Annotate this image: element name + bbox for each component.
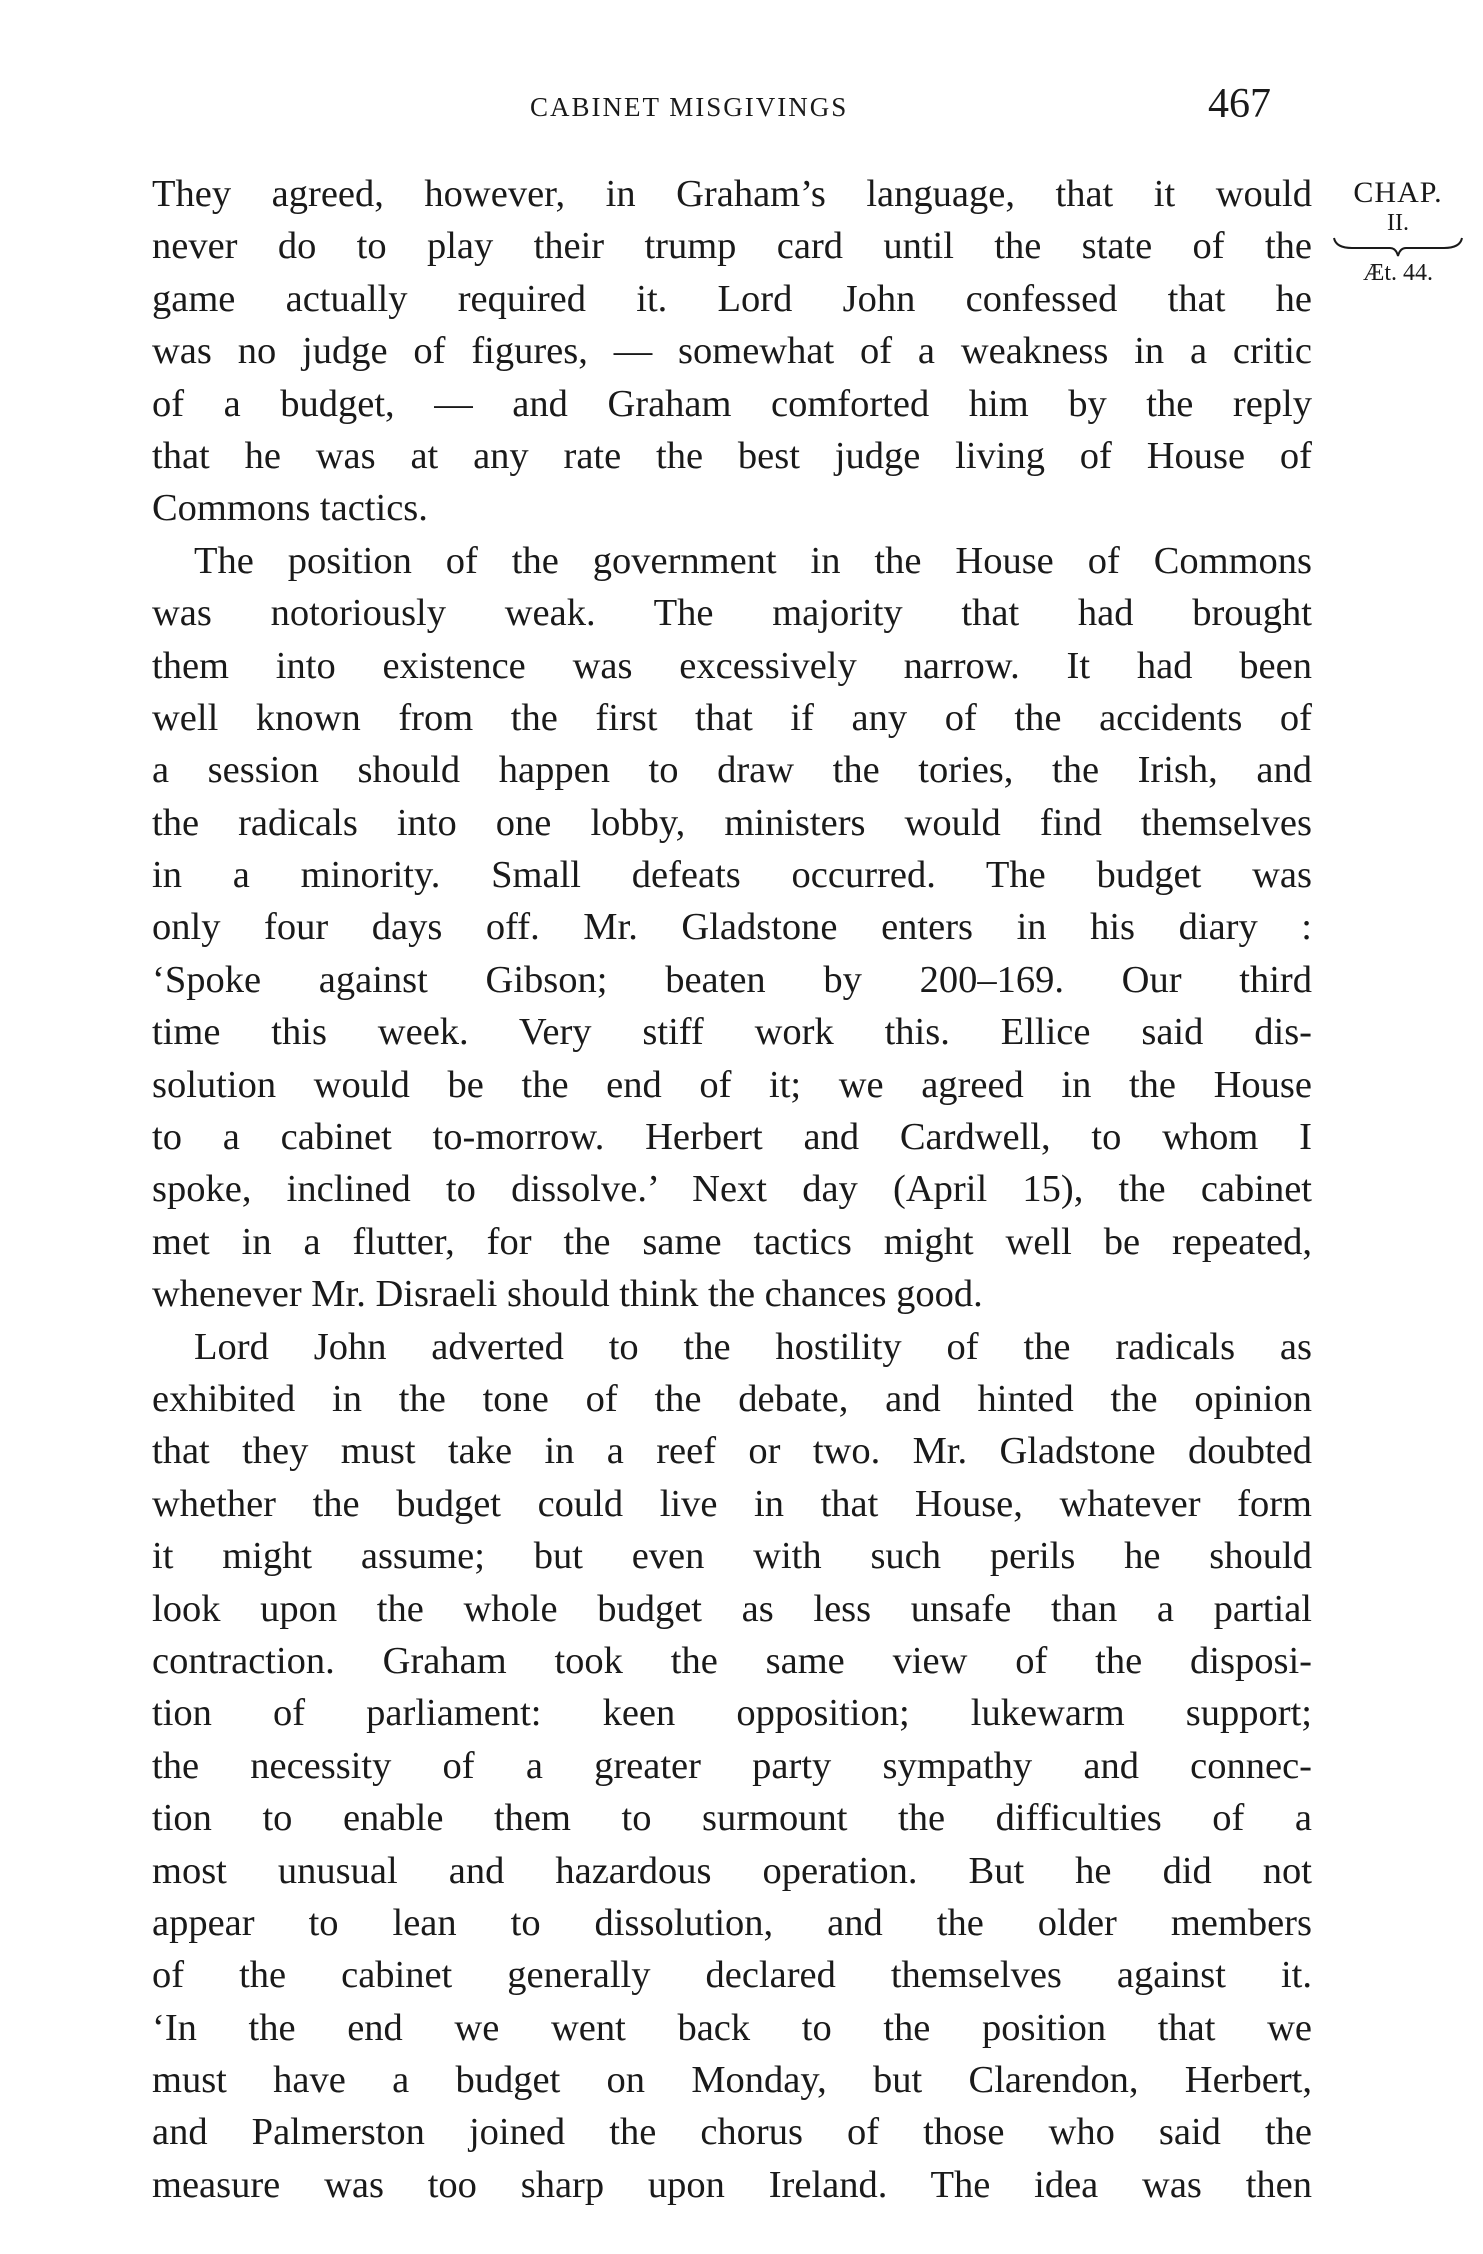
text-line: that they must take in a reef or two. Mr. Gladstone doubted <box>152 1430 1312 1473</box>
margin-age: Æt. 44. <box>1362 260 1433 286</box>
text-line: whether the budget could live in that House, whatever form <box>152 1482 1312 1525</box>
text-line: game actually required it. Lord John confessed that he <box>152 277 1312 320</box>
text-line: well known from the first that if any of the accidents of <box>152 696 1312 739</box>
text-line: ‘Spoke against Gibson; beaten by 200–169. Our third <box>152 958 1312 1001</box>
text-line: ‘In the end we went back to the position that we <box>152 2006 1312 2049</box>
text-line: to a cabinet to-morrow. Herbert and Cardwell, to whom I <box>152 1116 1312 1159</box>
text-line: the necessity of a greater party sympathy and connec- <box>152 1744 1312 1787</box>
text-line: of the cabinet generally declared themselves against it. <box>152 1954 1312 1997</box>
margin-chapter-label: CHAP. <box>1353 176 1443 209</box>
text-line: They agreed, however, in Graham’s language, that it would <box>152 173 1312 215</box>
text-line: exhibited in the tone of the debate, and hinted the opinion <box>152 1377 1312 1420</box>
page-number: 467 <box>1208 81 1271 127</box>
text-line: them into existence was excessively narrow. It had been <box>152 644 1312 687</box>
margin-note <box>1328 176 1468 288</box>
text-line: only four days off. Mr. Gladstone enters in his diary : <box>152 906 1312 949</box>
text-line: most unusual and hazardous operation. But he did not <box>152 1849 1312 1892</box>
text-line: a session should happen to draw the tories, the Irish, and <box>152 749 1312 792</box>
text-line: time this week. Very stiff work this. Ellice said dis- <box>152 1011 1312 1054</box>
text-line: that he was at any rate the best judge living of House of <box>152 434 1312 477</box>
body-text <box>152 168 1312 2211</box>
text-line: look upon the whole budget as less unsafe than a partial <box>152 1587 1312 1630</box>
running-title: CABINET MISGIVINGS <box>530 92 849 122</box>
text-line: was notoriously weak. The majority that had brought <box>152 592 1312 635</box>
text-line: met in a flutter, for the same tactics might well be repeated, <box>152 1220 1312 1263</box>
text-line: tion to enable them to surmount the difficulties of a <box>152 1797 1312 1840</box>
text-line: spoke, inclined to dissolve.’ Next day (April 15), the cabinet <box>152 1168 1312 1211</box>
text-line: whenever Mr. Disraeli should think the chances good. <box>152 1273 983 1316</box>
text-line: was no judge of figures, — somewhat of a weakness in a critic <box>152 330 1312 373</box>
text-line: measure was too sharp upon Ireland. The idea was then <box>152 2163 1312 2206</box>
text-line: Commons tactics. <box>152 487 428 530</box>
text-line: of a budget, — and Graham comforted him by the reply <box>152 382 1312 425</box>
text-line: the radicals into one lobby, ministers would find themselves <box>152 801 1312 844</box>
text-line: appear to lean to dissolution, and the older members <box>152 1901 1312 1944</box>
text-line: and Palmerston joined the chorus of those who said the <box>152 2111 1312 2154</box>
text-line: solution would be the end of it; we agreed in the House <box>152 1063 1312 1106</box>
text-line: in a minority. Small defeats occurred. The budget was <box>152 854 1312 897</box>
text-line: contraction. Graham took the same view of the disposi- <box>152 1639 1312 1682</box>
brace-icon <box>1332 236 1464 258</box>
text-line: it might assume; but even with such perils he should <box>152 1535 1312 1578</box>
margin-chapter-number: II. <box>1387 210 1409 236</box>
text-line: must have a budget on Monday, but Clarendon, Herbert, <box>152 2059 1312 2102</box>
text-line: Lord John adverted to the hostility of the radicals as <box>194 1325 1312 1368</box>
text-line: tion of parliament: keen opposition; lukewarm support; <box>152 1692 1312 1735</box>
text-line: never do to play their trump card until the state of the <box>152 225 1312 268</box>
text-line: The position of the government in the House of Commons <box>194 539 1312 582</box>
